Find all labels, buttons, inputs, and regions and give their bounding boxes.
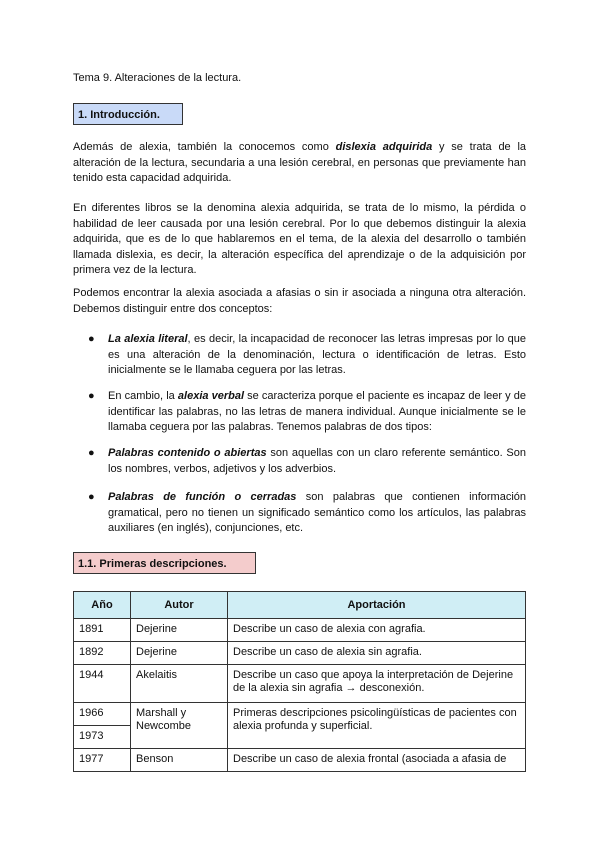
header-contribution: Aportación — [228, 592, 526, 619]
cell-author: Akelaitis — [131, 665, 228, 703]
paragraph-3: Podemos encontrar la alexia asociada a afasias o sin ir asociada a ninguna otra alteración. Debemos distinguir entre dos conceptos: — [73, 287, 526, 315]
cell-contribution: Describe un caso de alexia frontal (asociada a afasia de — [228, 749, 526, 772]
cell-contribution: Describe un caso de alexia con agrafia. — [228, 619, 526, 642]
cell-author: Dejerine — [131, 619, 228, 642]
cell-contribution: Describe un caso que apoya la interpretación de Dejerine de la alexia sin agrafia → desconexión. — [228, 665, 526, 703]
section-heading-primeras-descripciones: 1.1. Primeras descripciones. — [73, 552, 256, 574]
header-author: Autor — [131, 592, 228, 619]
table-row — [74, 642, 526, 665]
cell-year: 1891 — [74, 619, 131, 642]
history-table — [73, 591, 526, 772]
cell-year: 1892 — [74, 642, 131, 665]
cell-contribution: Describe un caso de alexia sin agrafia. — [228, 642, 526, 665]
paragraph-1-text-a: Además de alexia, también la conocemos como — [73, 141, 336, 153]
topic-title: Tema 9. Alteraciones de la lectura. — [73, 72, 242, 84]
table-row — [74, 665, 526, 703]
table-row — [74, 619, 526, 642]
list-item: ● Palabras de función o cerradas son palabras que contienen información gramatical, pero no tienen un significado semántico como los artículos, las palabras auxiliares (en inglés), conjunciones, etc. — [88, 491, 526, 534]
bullet-icon: ● — [88, 447, 95, 459]
paragraph-1-emphasis: dislexia adquirida — [335, 141, 433, 153]
paragraph-1 — [73, 140, 526, 187]
table-row — [74, 749, 526, 772]
cell-contribution: Primeras descripciones psicolingüísticas de pacientes con alexia profunda y superficial. — [228, 703, 526, 749]
list-item: ● En cambio, la alexia verbal se caracteriza porque el paciente es incapaz de leer y de identificar las palabras, no las letras de manera individual. Aunque inicialmente se le llamaba ceguera por las palabras. Tenemos palabras de dos tipos: — [88, 390, 527, 433]
cell-year: 1973 — [74, 726, 131, 749]
cell-author: Dejerine — [131, 642, 228, 665]
concept-list-3 — [73, 446, 526, 477]
paragraph-1-text-b: y se trata de la alteración de la lectura, secundaria a una lesión cerebral, en personas que previamente han tenido esta capacidad adquirida. — [73, 141, 527, 184]
bullet-icon: ● — [88, 390, 95, 402]
table-header-row — [74, 592, 526, 619]
cell-year: 1966 — [74, 703, 131, 726]
concept-list-4 — [73, 490, 526, 537]
cell-author: Marshall y Newcombe — [131, 703, 228, 749]
cell-year: 1977 — [74, 749, 131, 772]
header-year: Año — [74, 592, 131, 619]
list-item: ● Palabras contenido o abiertas son aquellas con un claro referente semántico. Son los nombres, verbos, adjetivos y los adverbios. — [88, 447, 526, 475]
cell-author: Benson — [131, 749, 228, 772]
table-row — [74, 703, 526, 726]
section-heading-introduccion: 1. Introducción. — [73, 103, 183, 125]
list-item: ● La alexia literal, es decir, la incapacidad de reconocer las letras impresas por lo que es una alteración de la denominación, lectura o identificación de letras. Esto inicialmente se le llamaba ceguera por las letras. — [88, 333, 526, 376]
bullet-icon: ● — [88, 333, 95, 345]
concept-list — [73, 332, 526, 379]
concept-list-2 — [73, 389, 526, 436]
bullet-icon: ● — [88, 491, 95, 503]
cell-year: 1944 — [74, 665, 131, 703]
paragraph-2: En diferentes libros se la denomina alexia adquirida, se trata de lo mismo, la pérdida o habilidad de leer causada por una lesión cerebral. Por lo que debemos distinguir la alexia adquirida, que es de lo que hablaremos en el tema, de la alexia del desarrollo o también llamada dislexia, es decir, la alteración específica del aprendizaje o de la adquisición por primera vez de la lectura. — [73, 202, 526, 276]
